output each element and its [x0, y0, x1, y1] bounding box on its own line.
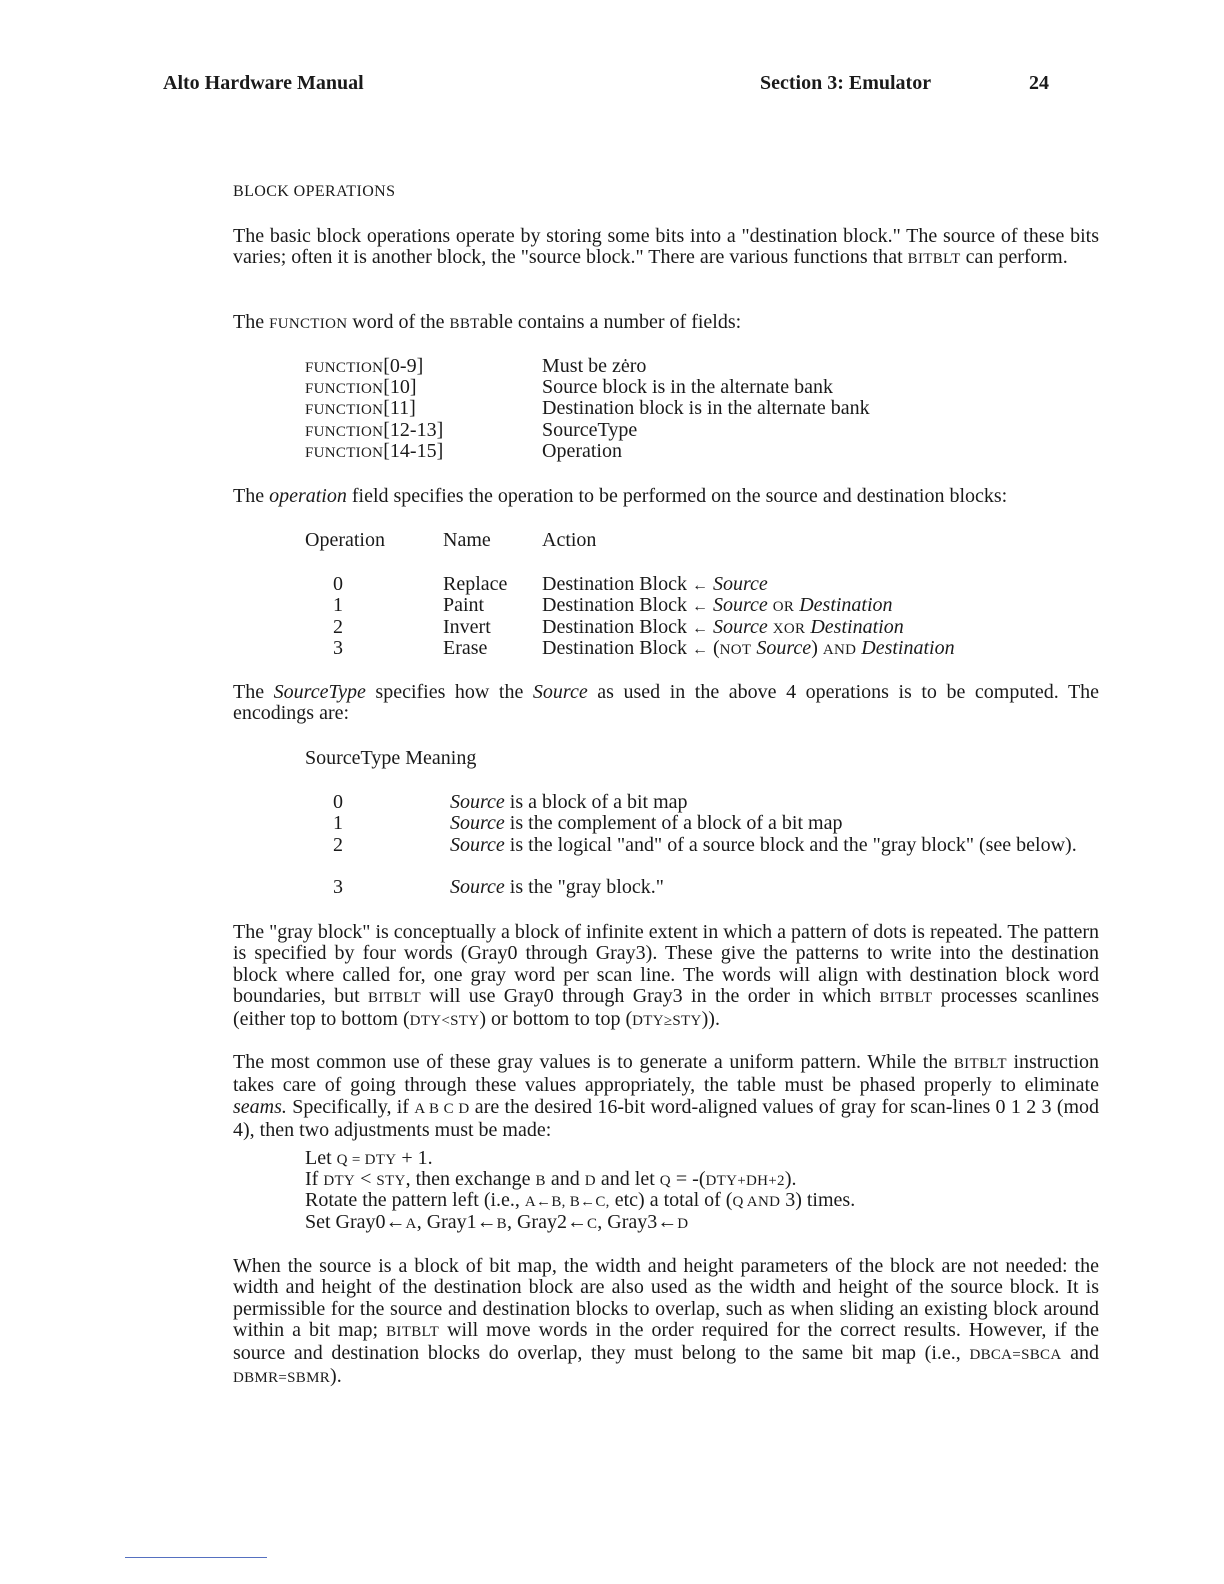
step-line: Rotate the pattern left (i.e., A←B, B←C, etc) a total of (Q AND 3) times.: [305, 1189, 856, 1211]
function-intro: The FUNCTION word of the BBTable contains a number of fields:: [233, 311, 742, 333]
intro-paragraph: The basic block operations operate by storing some bits into a "destination block." The source of these bits varies; often it is another block, the "source block." There are various functions that BITBLT can perform.: [233, 225, 1099, 269]
sourcetype-intro: The SourceType specifies how the Source as used in the above 4 operations is to be computed. The encodings are:: [233, 681, 1100, 725]
footer-rule: [125, 1557, 267, 1558]
header-section-title: Section 3: Emulator: [760, 72, 932, 94]
operation-intro: The operation field specifies the operation to be performed on the source and destination blocks:: [233, 485, 1008, 507]
step-line: Set Gray0←A, Gray1←B, Gray2←C, Gray3←D: [305, 1211, 689, 1233]
final-paragraph: When the source is a block of bit map, the width and height parameters of the block are not needed: the width and height of the destination block are also used as the width and height of the source block. It is permissible for the source and destination blocks to overlap, such as when sliding an existing block around within a bit map; BITBLT will move words in the order required for the correct results. However, if the source and destination blocks do overlap, they must belong to the same bit map (i.e., DBCA=SBCA and DBMR=SBMR).: [233, 1255, 1100, 1388]
page-number: 24: [1029, 72, 1049, 94]
header-manual-title: Alto Hardware Manual: [163, 72, 364, 94]
step-line: Let Q = DTY + 1.: [305, 1147, 433, 1169]
common-use-paragraph: The most common use of these gray values is to generate a uniform pattern. While the BITBLT instruction takes care of going through these values appropriately, the table must be phased properly to eliminate seams. Specifically, if A B C D are the desired 16-bit word-aligned values of gray for scan-lines 0 1 2 3 (mod 4), then two adjustments must be made:: [233, 1051, 1100, 1141]
section-heading: BLOCK OPERATIONS: [233, 183, 396, 200]
step-line: If DTY < STY, then exchange B and D and let Q = -(DTY+DH+2).: [305, 1168, 797, 1190]
gray-block-paragraph: The "gray block" is conceptually a block of infinite extent in which a pattern of dots is repeated. The pattern is specified by four words (Gray0 through Gray3). These give the patterns to write into the destination block where called for, one gray word per scan line. The words will align with destination block word boundaries, but BITBLT will use Gray0 through Gray3 in the order in which BITBLT processes scanlines (either top to bottom (DTY<STY) or bottom to top (DTY≥STY)).: [233, 921, 1100, 1031]
